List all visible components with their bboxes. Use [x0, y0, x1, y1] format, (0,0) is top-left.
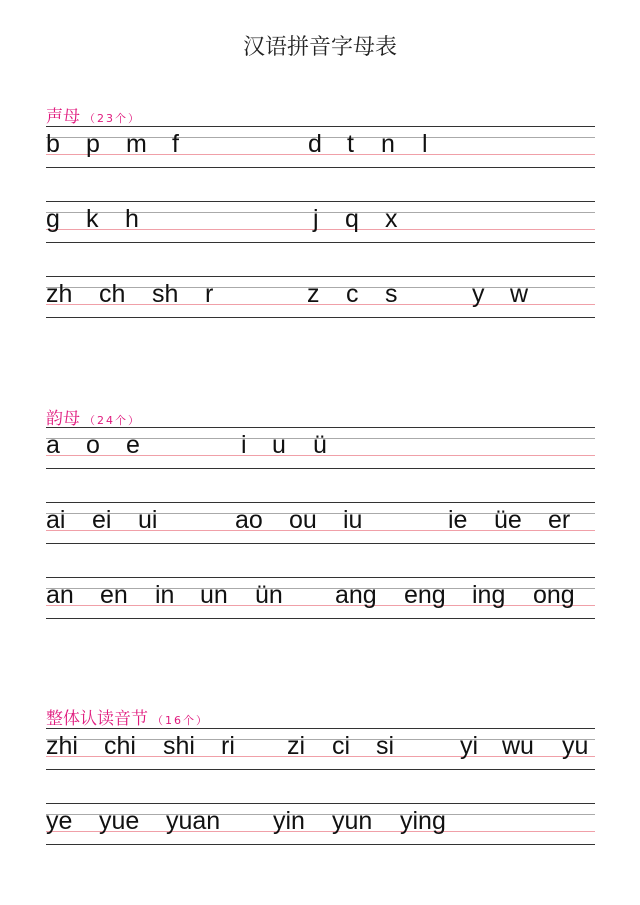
guide-line	[46, 769, 595, 770]
pinyin-item: j	[313, 205, 319, 233]
pinyin-item: d	[308, 130, 322, 158]
section-count: （23个）	[84, 112, 141, 125]
pinyin-item: ai	[46, 506, 66, 534]
writing-row	[46, 427, 595, 469]
pinyin-item: wu	[502, 732, 534, 760]
guide-line	[46, 427, 595, 428]
pinyin-item: a	[46, 431, 60, 459]
pinyin-item: shi	[163, 732, 195, 760]
pinyin-item: l	[422, 130, 428, 158]
pinyin-item: x	[385, 205, 398, 233]
writing-row	[46, 126, 595, 168]
section-label: 整体认读音节	[46, 709, 148, 729]
writing-row	[46, 502, 595, 544]
pinyin-item: o	[86, 431, 100, 459]
writing-row	[46, 803, 595, 845]
section-label: 韵母	[46, 409, 80, 429]
pinyin-item: f	[172, 130, 179, 158]
pinyin-item: h	[125, 205, 139, 233]
guide-line	[46, 468, 595, 469]
guide-line	[46, 276, 595, 277]
pinyin-item: ang	[335, 581, 377, 609]
pinyin-item: u	[272, 431, 286, 459]
pinyin-item: in	[155, 581, 175, 609]
guide-line	[46, 201, 595, 202]
pinyin-item: p	[86, 130, 100, 158]
pinyin-item: i	[241, 431, 247, 459]
writing-row	[46, 276, 595, 318]
pinyin-item: en	[100, 581, 128, 609]
guide-line	[46, 588, 595, 589]
pinyin-item: ing	[472, 581, 506, 609]
pinyin-item: n	[381, 130, 395, 158]
pinyin-item: c	[346, 280, 359, 308]
section-heading-shengmu	[46, 102, 141, 127]
pinyin-item: ch	[99, 280, 126, 308]
pinyin-item: er	[548, 506, 571, 534]
pinyin-item: zhi	[46, 732, 78, 760]
pinyin-item: ye	[46, 807, 73, 835]
pinyin-item: ü	[313, 431, 327, 459]
page-title: 汉语拼音字母表	[242, 35, 397, 60]
pinyin-item: zi	[287, 732, 306, 760]
pinyin-item: ci	[332, 732, 351, 760]
pinyin-item: iu	[343, 506, 363, 534]
pinyin-item: ri	[221, 732, 235, 760]
pinyin-item: r	[205, 280, 214, 308]
guide-line	[46, 728, 595, 729]
pinyin-item: yi	[460, 732, 479, 760]
pinyin-item: ei	[92, 506, 112, 534]
pinyin-item: q	[345, 205, 359, 233]
pinyin-item: b	[46, 130, 60, 158]
guide-line	[46, 577, 595, 578]
writing-row	[46, 577, 595, 619]
guide-line	[46, 605, 595, 606]
section-label: 声母	[46, 107, 80, 127]
pinyin-item: t	[347, 130, 354, 158]
pinyin-item: z	[307, 280, 320, 308]
pinyin-item: w	[510, 280, 529, 308]
pinyin-item: m	[126, 130, 147, 158]
pinyin-item: yin	[273, 807, 305, 835]
pinyin-item: eng	[404, 581, 446, 609]
writing-row	[46, 728, 595, 770]
pinyin-item: zh	[46, 280, 73, 308]
pinyin-item: chi	[104, 732, 136, 760]
guide-line	[46, 242, 595, 243]
pinyin-item: un	[200, 581, 228, 609]
guide-line	[46, 844, 595, 845]
pinyin-item: sh	[152, 280, 179, 308]
pinyin-item: üe	[494, 506, 522, 534]
guide-line	[46, 126, 595, 127]
pinyin-item: yuan	[166, 807, 221, 835]
pinyin-item: ong	[533, 581, 575, 609]
pinyin-item: k	[86, 205, 99, 233]
pinyin-item: y	[472, 280, 485, 308]
section-heading-yunmu	[46, 404, 141, 429]
guide-line	[46, 543, 595, 544]
pinyin-item: an	[46, 581, 74, 609]
section-heading-zhengti-rendu-yinjie	[46, 704, 209, 729]
guide-line	[46, 317, 595, 318]
pinyin-item: g	[46, 205, 60, 233]
pinyin-item: ao	[235, 506, 263, 534]
section-count: （24个）	[84, 414, 141, 427]
pinyin-item: ying	[400, 807, 446, 835]
pinyin-item: ün	[255, 581, 283, 609]
guide-line	[46, 618, 595, 619]
guide-line	[46, 803, 595, 804]
pinyin-item: e	[126, 431, 140, 459]
pinyin-item: yun	[332, 807, 373, 835]
writing-row	[46, 201, 595, 243]
pinyin-item: si	[376, 732, 395, 760]
pinyin-item: ou	[289, 506, 317, 534]
pinyin-item: yue	[99, 807, 140, 835]
guide-line	[46, 167, 595, 168]
pinyin-item: s	[385, 280, 398, 308]
guide-line	[46, 502, 595, 503]
pinyin-item: ui	[138, 506, 158, 534]
pinyin-item: yu	[562, 732, 589, 760]
pinyin-item: ie	[448, 506, 468, 534]
section-count: （16个）	[152, 714, 209, 727]
